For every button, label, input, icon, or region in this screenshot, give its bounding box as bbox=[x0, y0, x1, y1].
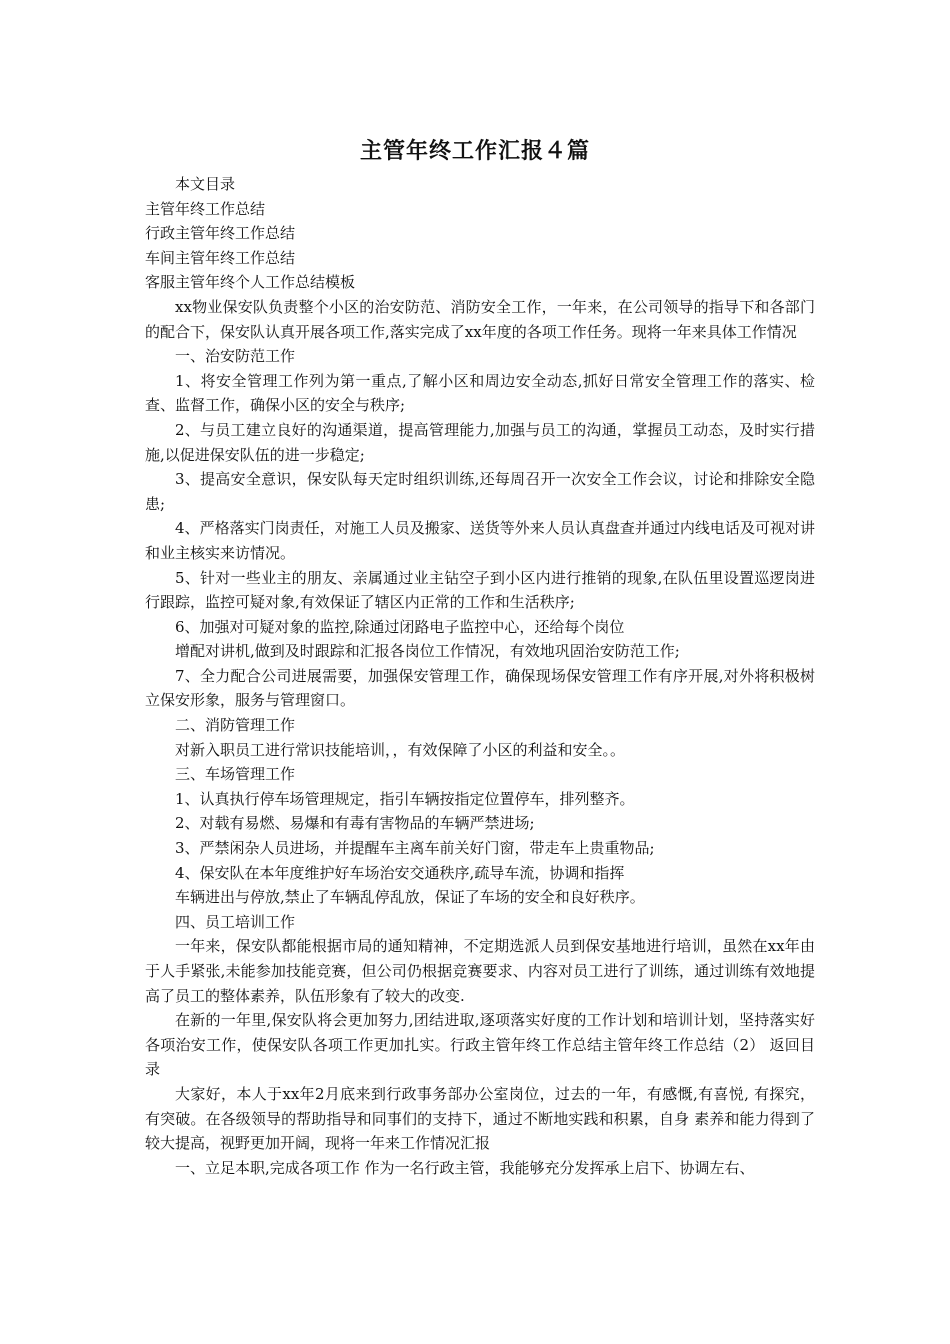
paragraph: 三、车场管理工作 bbox=[175, 765, 296, 784]
paragraph: 4、保安队在本年度维护好车场治安交通秩序,疏导车流，协调和指挥 bbox=[175, 863, 625, 882]
paragraph: 主管年终工作总结 bbox=[145, 199, 266, 218]
paragraph: 4、严格落实门岗责任，对施工人员及搬家、送货等外来人员认真盘查并通过内线电话及可视对讲和业主核实来访情况。 bbox=[145, 519, 815, 562]
paragraph: 二、消防管理工作 bbox=[175, 716, 296, 735]
paragraph: 3、提高安全意识，保安队每天定时组织训练,还每周召开一次安全工作会议，讨论和排除安全隐患; bbox=[145, 470, 815, 513]
paragraph: 车间主管年终工作总结 bbox=[145, 248, 296, 267]
paragraph: 四、员工培训工作 bbox=[175, 912, 296, 931]
paragraph: 行政主管年终工作总结 bbox=[145, 224, 296, 243]
paragraph: 3、严禁闲杂人员进场，并提醒车主离车前关好门窗，带走车上贵重物品; bbox=[175, 839, 655, 858]
paragraph: 1、将安全管理工作列为第一重点,了解小区和周边安全动态,抓好日常安全管理工作的落实、检查、监督工作，确保小区的安全与秩序; bbox=[145, 371, 815, 415]
paragraph: 1、认真执行停车场管理规定，指引车辆按指定位置停车，排列整齐。 bbox=[175, 789, 635, 808]
paragraph: 增配对讲机,做到及时跟踪和汇报各岗位工作情况，有效地巩固治安防范工作; bbox=[175, 642, 680, 661]
document-title: 主管年终工作汇报４篇 bbox=[359, 139, 590, 164]
paragraph: 本文目录 bbox=[175, 175, 236, 193]
paragraph: 在新的一年里,保安队将会更加努力,团结进取,逐项落实好度的工作计划和培训计划，坚持落实好各项治安工作，使保安队各项工作更加扎实。行政主管年终工作总结主管年终工作总结（2） 返回目录 bbox=[145, 1011, 815, 1079]
paragraph: 2、与员工建立良好的沟通渠道，提高管理能力,加强与员工的沟通，掌握员工动态，及时实行措施,以促进保安队伍的进一步稳定; bbox=[145, 420, 815, 464]
paragraph: xx物业保安队负责整个小区的治安防范、消防安全工作，一年来，在公司领导的指导下和各部门的配合下，保安队认真开展各项工作,落实完成了xx年度的各项工作任务。现将一年来具体工作情况 bbox=[145, 297, 815, 341]
paragraph: 一、立足本职,完成各项工作 作为一名行政主管，我能够充分发挥承上启下、协调左右、 bbox=[175, 1158, 755, 1177]
paragraph: 7、全力配合公司进展需要，加强保安管理工作，确保现场保安管理工作有序开展,对外将积极树立保安形象，服务与管理窗口。 bbox=[145, 666, 815, 710]
paragraph: 客服主管年终个人工作总结模板 bbox=[145, 273, 356, 292]
document-body bbox=[145, 172, 815, 1180]
paragraph: 5、针对一些业主的朋友、亲属通过业主钻空子到小区内进行推销的现象,在队伍里设置巡逻岗进行跟踪，监控可疑对象,有效保证了辖区内正常的工作和生活秩序; bbox=[145, 568, 815, 612]
paragraph: 一年来，保安队都能根据市局的通知精神，不定期选派人员到保安基地进行培训，虽然在xx年由于人手紧张,未能参加技能竞赛，但公司仍根据竞赛要求、内容对员工进行了训练，通过训练有效地提高了员工的整体素养，队伍形象有了较大的改变. bbox=[145, 937, 815, 1005]
paragraph: 2、对载有易燃、易爆和有毒有害物品的车辆严禁进场; bbox=[175, 814, 535, 833]
paragraph: 大家好，本人于xx年2月底来到行政事务部办公室岗位，过去的一年，有感慨,有喜悦, 有探究，有突破。在各级领导的帮助指导和同事们的支持下，通过不断地实践和积累，自身 素养和能力得到了较大提高，视野更加开阔，现将一年来工作情况汇报 bbox=[145, 1084, 815, 1153]
paragraph: 一、治安防范工作 bbox=[175, 347, 296, 366]
paragraph: 对新入职员工进行常识技能培训，，有效保障了小区的利益和安全。。 bbox=[175, 740, 626, 759]
paragraph: 车辆进出与停放,禁止了车辆乱停乱放，保证了车场的安全和良好秩序。 bbox=[175, 888, 645, 907]
paragraph: 6、加强对可疑对象的监控,除通过闭路电子监控中心，还给每个岗位 bbox=[175, 617, 625, 636]
